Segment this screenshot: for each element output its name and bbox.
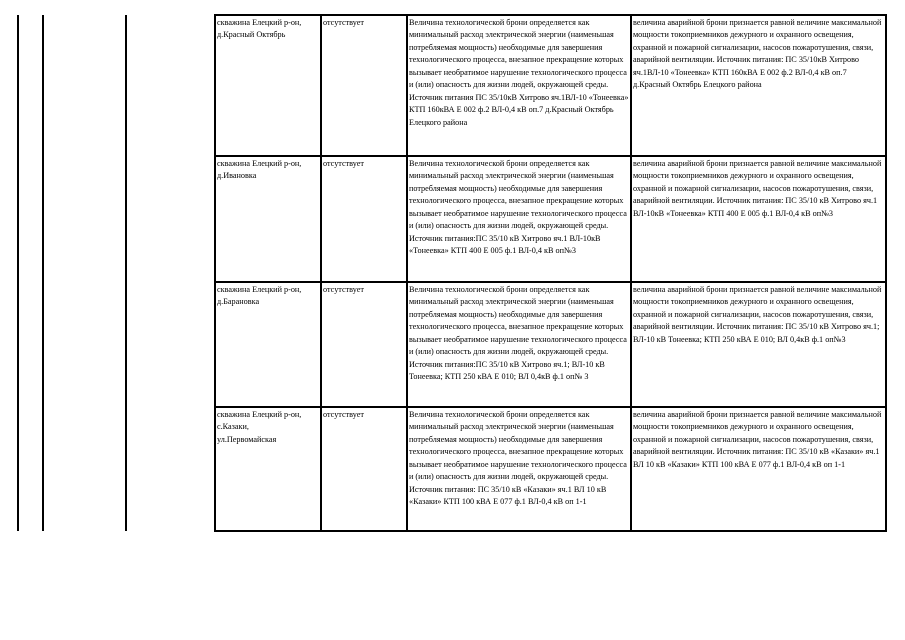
- emergency-reserve-text: величина аварийной брони признается равной величине максимальной мощности токоприемников дежурного и охранного освещения, охранной и пожарной сигнализации, насосов пожаротушения, связи, аварийной вентиляции. Источник питания: ПС 35/10 кВ «Казаки» яч.1 ВЛ 10 кВ «Казаки» КТП 100 кВА Е 077 ф.1 ВЛ-0,4 кВ оп 1-1: [633, 410, 882, 469]
- status-text: отсутствует: [323, 18, 364, 27]
- tech-reserve-cell: [407, 156, 631, 282]
- object-name: скважина Елецкий р-он, д.Красный Октябрь: [217, 18, 302, 40]
- tech-reserve-text: Величина технологической брони определяется как минимальный расход электрической энергии (наименьшая потребляемая мощность) необходимые для завершения технологического процесса, внезапное прекращение которых вызывает необратимое нарушение технологического процесса и (или) опасность для жизни людей, окружающей среды. Источник питания:ПС 35/10 кВ Хитрово яч.1 ВЛ-10кВ «Тонеевка» КТП 400 Е 005 ф.1 ВЛ-0,4 кВ оп№3: [409, 159, 627, 256]
- emergency-reserve-cell: [631, 282, 886, 407]
- status-cell: [321, 407, 407, 531]
- status-cell: [321, 15, 407, 156]
- status-cell: [321, 156, 407, 282]
- table-row: [215, 407, 886, 531]
- status-cell: [321, 282, 407, 407]
- tech-reserve-text: Величина технологической брони определяется как минимальный расход электрической энергии (наименьшая потребляемая мощность) необходимые для завершения технологического процесса, внезапное прекращение которых вызывает необратимое нарушение технологического процесса и (или) опасность для жизни людей, окружающей среды. Источник питания:ПС 35/10 кВ Хитрово яч.1; ВЛ-10 кВ Тонеевка; КТП 250 кВА Е 010; ВЛ 0,4кВ ф.1 оп№ 3: [409, 285, 627, 382]
- object-cell: [215, 407, 321, 531]
- margin-rule-left: [17, 15, 19, 531]
- emergency-reserve-text: величина аварийной брони признается равной величине максимальной мощности токоприемников дежурного и охранного освещения, охранной и пожарной сигнализации, насосов пожаротушения, связи, аварийной вентиляции. Источник питания: ПС 35/10 кВ Хитрово яч.1 ВЛ-10кВ «Тонеевка» КТП 400 Е 005 ф.1 ВЛ-0,4 кВ оп№3: [633, 159, 882, 218]
- object-cell: [215, 15, 321, 156]
- table-row: [215, 282, 886, 407]
- table-row: [215, 156, 886, 282]
- status-text: отсутствует: [323, 285, 364, 294]
- status-text: отсутствует: [323, 159, 364, 168]
- object-cell: [215, 156, 321, 282]
- tech-reserve-text: Величина технологической брони определяется как минимальный расход электрической энергии (наименьшая потребляемая мощность) необходимые для завершения технологического процесса, внезапное прекращение которых вызывает необратимое нарушение технологического процесса и (или) опасность для жизни людей, окружающей среды. Источник питания: ПС 35/10 кВ «Казаки» яч.1 ВЛ 10 кВ «Казаки» КТП 100 кВА Е 077 ф.1 ВЛ-0,4 кВ оп 1-1: [409, 410, 627, 507]
- status-text: отсутствует: [323, 410, 364, 419]
- object-name: скважина Елецкий р-он, с.Казаки, ул.Первомайская: [217, 410, 302, 444]
- tech-reserve-cell: [407, 282, 631, 407]
- object-name: скважина Елецкий р-он, д.Ивановка: [217, 159, 302, 181]
- tech-reserve-cell: [407, 15, 631, 156]
- table-row: [215, 15, 886, 156]
- emergency-reserve-cell: [631, 407, 886, 531]
- tech-reserve-text: Величина технологической брони определяется как минимальный расход электрической энергии (наименьшая потребляемая мощность) необходимые для завершения технологического процесса, внезапное прекращение которых вызывает необратимое нарушение технологического процесса и (или) опасность для жизни людей, окружающей среды. Источник питания ПС 35/10кВ Хитрово яч.1ВЛ-10 «Тонеевка» КТП 160кВА Е 002 ф.2 ВЛ-0,4 кВ оп.7 д.Красный Октябрь Елецкого района: [409, 18, 629, 127]
- object-name: скважина Елецкий р-он, д.Барановка: [217, 285, 302, 307]
- emergency-reserve-text: величина аварийной брони признается равной величине максимальной мощности токоприемников дежурного и охранного освещения, охранной и пожарной сигнализации, насосов пожаротушения, связи, аварийной вентиляции. Источник питания: ПС 35/10 кВ Хитрово яч.1; ВЛ-10 кВ Тонеевка; КТП 250 кВА Е 010; ВЛ 0,4кВ ф.1 оп№3: [633, 285, 882, 344]
- object-cell: [215, 282, 321, 407]
- tech-reserve-cell: [407, 407, 631, 531]
- emergency-reserve-cell: [631, 156, 886, 282]
- emergency-reserve-cell: [631, 15, 886, 156]
- emergency-reserve-text: величина аварийной брони признается равной величине максимальной мощности токоприемников дежурного и охранного освещения, охранной и пожарной сигнализации, насосов пожаротушения, связи, аварийной вентиляции. Источник питания: ПС 35/10кВ Хитрово яч.1ВЛ-10 «Тонеевка» КТП 160кВА Е 002 ф.2 ВЛ-0,4 кВ оп.7 д.Красный Октябрь Елецкого района: [633, 18, 882, 90]
- power-reserve-table: [214, 14, 887, 532]
- margin-rule-right: [125, 15, 127, 531]
- margin-rule-middle: [42, 15, 44, 531]
